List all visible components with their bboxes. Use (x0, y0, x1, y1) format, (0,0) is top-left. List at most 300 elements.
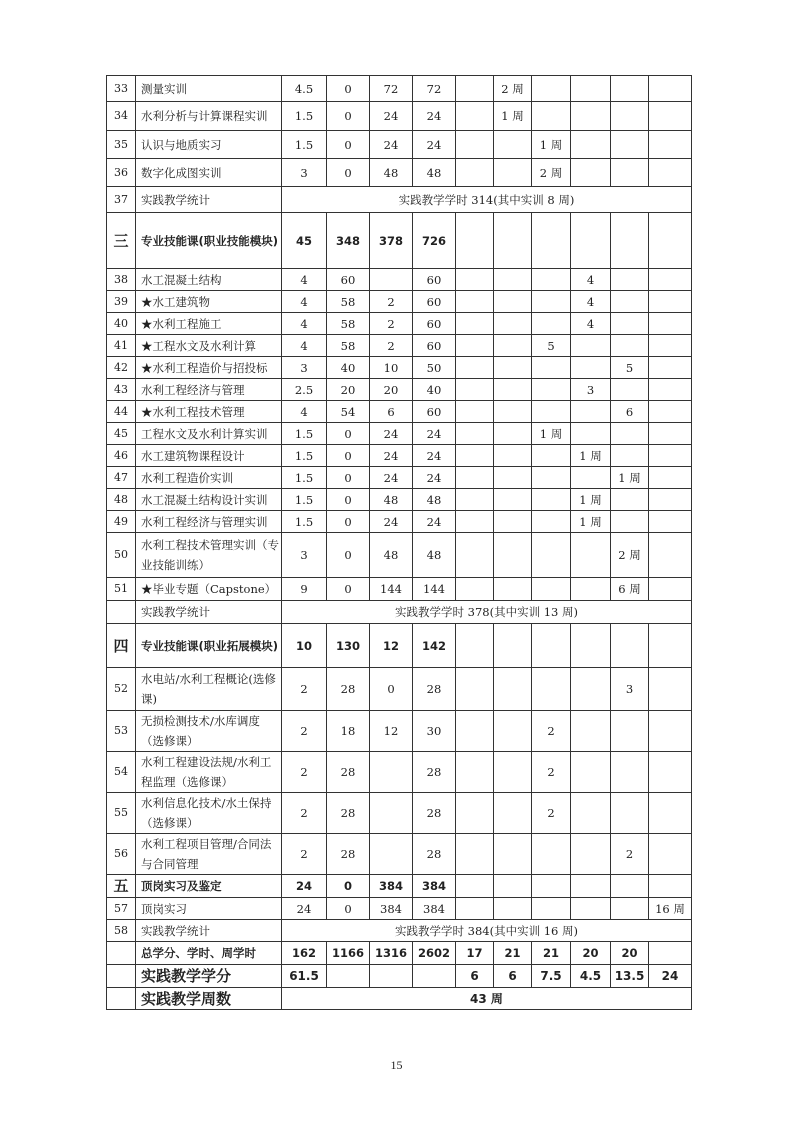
term-cell-2 (494, 898, 532, 920)
total-hours-cell: 24 (413, 102, 456, 131)
term-cell-4: 1 周 (571, 489, 611, 511)
total-hours-cell: 24 (413, 467, 456, 489)
term-cell-6 (649, 624, 692, 668)
practice-hours-cell: 384 (370, 898, 413, 920)
credit-cell: 3 (282, 357, 327, 379)
total-hours-cell: 48 (413, 159, 456, 187)
term-cell-1 (456, 335, 494, 357)
row-number: 47 (107, 467, 136, 489)
course-name: 数字化成图实训 (136, 159, 282, 187)
table-row (107, 291, 692, 313)
total-hours-cell: 28 (413, 668, 456, 711)
term-cell-4 (571, 834, 611, 875)
course-name: 实践教学周数 (136, 988, 282, 1010)
term-cell-5 (611, 875, 649, 898)
term-cell-2 (494, 423, 532, 445)
term-cell-1 (456, 834, 494, 875)
term-cell-4 (571, 76, 611, 102)
practice-hours-cell: 12 (370, 624, 413, 668)
credit-cell: 1.5 (282, 445, 327, 467)
practice-hours-cell: 12 (370, 711, 413, 752)
term-cell-3 (532, 313, 571, 335)
credit-cell: 1.5 (282, 102, 327, 131)
theory-hours-cell: 130 (327, 624, 370, 668)
term-cell-1 (456, 313, 494, 335)
row-number: 42 (107, 357, 136, 379)
credit-cell: 1.5 (282, 511, 327, 533)
term-cell-4: 1 周 (571, 445, 611, 467)
row-number: 33 (107, 76, 136, 102)
term-cell-4: 4 (571, 313, 611, 335)
term-cell-5 (611, 76, 649, 102)
total-hours-cell: 60 (413, 335, 456, 357)
practice-hours-cell: 1316 (370, 942, 413, 965)
credit-cell: 1.5 (282, 489, 327, 511)
term-cell-4 (571, 131, 611, 159)
row-number: 34 (107, 102, 136, 131)
practice-hours-cell: 24 (370, 511, 413, 533)
total-hours-cell: 24 (413, 423, 456, 445)
term-cell-6 (649, 942, 692, 965)
summary-row (107, 601, 692, 624)
term-cell-3: 2 (532, 752, 571, 793)
term-cell-5 (611, 752, 649, 793)
course-name: 工程水文及水利计算实训 (136, 423, 282, 445)
term-cell-6 (649, 159, 692, 187)
total-hours-cell: 60 (413, 269, 456, 291)
total-hours-cell: 50 (413, 357, 456, 379)
row-number (107, 942, 136, 965)
practice-hours-cell: 24 (370, 423, 413, 445)
credit-cell: 2 (282, 834, 327, 875)
theory-hours-cell: 0 (327, 102, 370, 131)
course-name: 认识与地质实习 (136, 131, 282, 159)
row-number: 46 (107, 445, 136, 467)
total-hours-cell (413, 965, 456, 988)
theory-hours-cell: 28 (327, 793, 370, 834)
term-cell-2 (494, 793, 532, 834)
total-hours-cell: 60 (413, 313, 456, 335)
course-name: 水利分析与计算课程实训 (136, 102, 282, 131)
term-cell-4 (571, 752, 611, 793)
term-cell-4 (571, 102, 611, 131)
term-cell-2 (494, 668, 532, 711)
theory-hours-cell: 58 (327, 313, 370, 335)
total-hours-cell: 144 (413, 578, 456, 601)
credit-cell: 10 (282, 624, 327, 668)
term-cell-1 (456, 269, 494, 291)
practice-hours-cell: 20 (370, 379, 413, 401)
credit-cell: 1.5 (282, 467, 327, 489)
row-number: 50 (107, 533, 136, 578)
table-row (107, 131, 692, 159)
table-row (107, 711, 692, 752)
term-cell-3 (532, 668, 571, 711)
term-cell-3 (532, 445, 571, 467)
course-name: 水利工程经济与管理实训 (136, 511, 282, 533)
term-cell-6 (649, 291, 692, 313)
credit-cell: 162 (282, 942, 327, 965)
row-number (107, 988, 136, 1010)
term-cell-5: 1 周 (611, 467, 649, 489)
term-cell-1 (456, 793, 494, 834)
practice-hours-cell: 2 (370, 335, 413, 357)
total-hours-cell: 24 (413, 511, 456, 533)
term-cell-2 (494, 467, 532, 489)
term-cell-5: 2 (611, 834, 649, 875)
section-row (107, 624, 692, 668)
term-cell-5 (611, 489, 649, 511)
theory-hours-cell: 40 (327, 357, 370, 379)
term-cell-5: 5 (611, 357, 649, 379)
theory-hours-cell: 28 (327, 834, 370, 875)
row-number: 44 (107, 401, 136, 423)
summary-text: 43 周 (282, 988, 692, 1010)
total-hours-cell: 28 (413, 752, 456, 793)
theory-hours-cell: 28 (327, 668, 370, 711)
summary-text: 实践教学学时 384(其中实训 16 周) (282, 920, 692, 942)
table-row (107, 313, 692, 335)
term-cell-3 (532, 533, 571, 578)
total-hours-cell: 142 (413, 624, 456, 668)
practice-hours-cell (370, 752, 413, 793)
credit-cell: 24 (282, 898, 327, 920)
theory-hours-cell: 0 (327, 578, 370, 601)
term-cell-2 (494, 357, 532, 379)
practice-hours-cell: 24 (370, 102, 413, 131)
course-name: 水工建筑物课程设计 (136, 445, 282, 467)
course-name: ★毕业专题（Capstone） (136, 578, 282, 601)
term-cell-4 (571, 159, 611, 187)
term-cell-6 (649, 213, 692, 269)
course-name: ★水工建筑物 (136, 291, 282, 313)
credit-cell: 2 (282, 711, 327, 752)
term-cell-2 (494, 379, 532, 401)
course-name: ★水利工程造价与招投标 (136, 357, 282, 379)
credit-cell: 61.5 (282, 965, 327, 988)
term-cell-2 (494, 269, 532, 291)
term-cell-6 (649, 423, 692, 445)
table-row (107, 511, 692, 533)
course-name: 实践教学统计 (136, 187, 282, 213)
credit-cell: 3 (282, 533, 327, 578)
term-cell-1 (456, 291, 494, 313)
row-number: 54 (107, 752, 136, 793)
term-cell-6 (649, 752, 692, 793)
term-cell-5 (611, 511, 649, 533)
term-cell-4 (571, 875, 611, 898)
term-cell-5 (611, 711, 649, 752)
term-cell-5 (611, 793, 649, 834)
total-hours-cell: 28 (413, 834, 456, 875)
credit-cell: 1.5 (282, 423, 327, 445)
credit-cell: 2.5 (282, 379, 327, 401)
term-cell-3 (532, 76, 571, 102)
table-row (107, 834, 692, 875)
term-cell-1 (456, 578, 494, 601)
term-cell-2 (494, 489, 532, 511)
term-cell-1 (456, 898, 494, 920)
total-hours-cell: 60 (413, 291, 456, 313)
term-cell-6 (649, 511, 692, 533)
term-cell-4 (571, 533, 611, 578)
course-name: 顶岗实习及鉴定 (136, 875, 282, 898)
term-cell-6 (649, 668, 692, 711)
credit-cell: 2 (282, 668, 327, 711)
summary-text: 实践教学学时 314(其中实训 8 周) (282, 187, 692, 213)
term-cell-1: 6 (456, 965, 494, 988)
term-cell-5 (611, 898, 649, 920)
term-cell-5 (611, 131, 649, 159)
term-cell-5 (611, 159, 649, 187)
term-cell-4: 4 (571, 269, 611, 291)
term-cell-3: 7.5 (532, 965, 571, 988)
term-cell-2 (494, 445, 532, 467)
term-cell-4 (571, 578, 611, 601)
credit-cell: 3 (282, 159, 327, 187)
practice-hours-cell: 72 (370, 76, 413, 102)
row-number: 49 (107, 511, 136, 533)
term-cell-1 (456, 711, 494, 752)
theory-hours-cell: 58 (327, 335, 370, 357)
course-name: 顶岗实习 (136, 898, 282, 920)
term-cell-4: 1 周 (571, 511, 611, 533)
table-body (107, 76, 692, 1010)
curriculum-table (106, 75, 692, 1010)
term-cell-3: 5 (532, 335, 571, 357)
course-name: 专业技能课(职业技能模块) (136, 213, 282, 269)
term-cell-5: 20 (611, 942, 649, 965)
term-cell-3 (532, 875, 571, 898)
term-cell-5 (611, 624, 649, 668)
course-name: 实践教学学分 (136, 965, 282, 988)
practice-hours-cell: 378 (370, 213, 413, 269)
theory-hours-cell: 1166 (327, 942, 370, 965)
row-number: 58 (107, 920, 136, 942)
course-name: 水利工程经济与管理 (136, 379, 282, 401)
term-cell-2 (494, 624, 532, 668)
term-cell-2 (494, 401, 532, 423)
section-row (107, 875, 692, 898)
table-row (107, 269, 692, 291)
row-number: 39 (107, 291, 136, 313)
row-number: 45 (107, 423, 136, 445)
credit-cell: 1.5 (282, 131, 327, 159)
term-cell-6 (649, 401, 692, 423)
course-name: 水电站/水利工程概论(选修课) (136, 668, 282, 711)
table-row (107, 76, 692, 102)
summary-row (107, 988, 692, 1010)
term-cell-4: 20 (571, 942, 611, 965)
term-cell-1 (456, 76, 494, 102)
row-number: 40 (107, 313, 136, 335)
term-cell-6 (649, 102, 692, 131)
term-cell-6 (649, 269, 692, 291)
practice-hours-cell: 24 (370, 467, 413, 489)
course-name: 测量实训 (136, 76, 282, 102)
term-cell-6 (649, 467, 692, 489)
theory-hours-cell: 0 (327, 511, 370, 533)
course-name: 水工混凝土结构 (136, 269, 282, 291)
row-number: 38 (107, 269, 136, 291)
credit-cell: 4 (282, 313, 327, 335)
summary-text: 实践教学学时 378(其中实训 13 周) (282, 601, 692, 624)
practice-hours-cell: 48 (370, 159, 413, 187)
term-cell-4: 3 (571, 379, 611, 401)
term-cell-3 (532, 401, 571, 423)
term-cell-6 (649, 834, 692, 875)
term-cell-4 (571, 401, 611, 423)
term-cell-5: 3 (611, 668, 649, 711)
row-number: 55 (107, 793, 136, 834)
term-cell-3: 2 周 (532, 159, 571, 187)
practice-hours-cell: 6 (370, 401, 413, 423)
term-cell-6 (649, 335, 692, 357)
term-cell-6 (649, 533, 692, 578)
row-number: 36 (107, 159, 136, 187)
row-number: 五 (107, 875, 136, 898)
section-row (107, 213, 692, 269)
theory-hours-cell: 348 (327, 213, 370, 269)
term-cell-3: 1 周 (532, 423, 571, 445)
credit-cell: 2 (282, 752, 327, 793)
term-cell-1 (456, 102, 494, 131)
term-cell-3 (532, 624, 571, 668)
table-row (107, 357, 692, 379)
term-cell-3 (532, 898, 571, 920)
summary-row (107, 920, 692, 942)
term-cell-4: 4.5 (571, 965, 611, 988)
credit-cell: 4 (282, 401, 327, 423)
term-cell-2 (494, 131, 532, 159)
table-row (107, 159, 692, 187)
course-name: 水利工程技术管理实训（专业技能训练） (136, 533, 282, 578)
term-cell-6 (649, 875, 692, 898)
term-cell-3 (532, 291, 571, 313)
term-cell-1 (456, 752, 494, 793)
course-name: 水利工程建设法规/水利工程监理（选修课） (136, 752, 282, 793)
term-cell-1: 17 (456, 942, 494, 965)
table-row (107, 668, 692, 711)
credit-cell: 9 (282, 578, 327, 601)
theory-hours-cell: 54 (327, 401, 370, 423)
course-name: 专业技能课(职业拓展模块) (136, 624, 282, 668)
term-cell-1 (456, 624, 494, 668)
term-cell-6 (649, 313, 692, 335)
practice-hours-cell: 144 (370, 578, 413, 601)
total-hours-cell: 40 (413, 379, 456, 401)
term-cell-6: 16 周 (649, 898, 692, 920)
total-row (107, 965, 692, 988)
term-cell-5 (611, 423, 649, 445)
term-cell-1 (456, 489, 494, 511)
term-cell-3 (532, 213, 571, 269)
term-cell-4 (571, 335, 611, 357)
term-cell-1 (456, 401, 494, 423)
term-cell-6 (649, 379, 692, 401)
term-cell-3 (532, 379, 571, 401)
term-cell-4: 4 (571, 291, 611, 313)
practice-hours-cell (370, 834, 413, 875)
row-number: 48 (107, 489, 136, 511)
theory-hours-cell: 60 (327, 269, 370, 291)
term-cell-5 (611, 213, 649, 269)
row-number: 四 (107, 624, 136, 668)
theory-hours-cell: 0 (327, 423, 370, 445)
term-cell-2 (494, 834, 532, 875)
total-hours-cell: 60 (413, 401, 456, 423)
credit-cell: 4 (282, 269, 327, 291)
term-cell-3: 1 周 (532, 131, 571, 159)
term-cell-1 (456, 445, 494, 467)
term-cell-2 (494, 213, 532, 269)
course-name: 无损检测技术/水库调度（选修课） (136, 711, 282, 752)
term-cell-3: 21 (532, 942, 571, 965)
total-hours-cell: 384 (413, 875, 456, 898)
term-cell-4 (571, 898, 611, 920)
theory-hours-cell: 58 (327, 291, 370, 313)
credit-cell: 4.5 (282, 76, 327, 102)
term-cell-1 (456, 467, 494, 489)
row-number: 51 (107, 578, 136, 601)
row-number: 三 (107, 213, 136, 269)
practice-hours-cell: 2 (370, 313, 413, 335)
term-cell-4 (571, 423, 611, 445)
row-number: 52 (107, 668, 136, 711)
table-row (107, 533, 692, 578)
theory-hours-cell: 0 (327, 159, 370, 187)
row-number: 56 (107, 834, 136, 875)
total-hours-cell: 72 (413, 76, 456, 102)
term-cell-6 (649, 793, 692, 834)
credit-cell: 4 (282, 291, 327, 313)
term-cell-5 (611, 379, 649, 401)
total-hours-cell: 24 (413, 445, 456, 467)
term-cell-4 (571, 624, 611, 668)
term-cell-2 (494, 313, 532, 335)
term-cell-2 (494, 511, 532, 533)
term-cell-3 (532, 269, 571, 291)
summary-row (107, 187, 692, 213)
term-cell-1 (456, 357, 494, 379)
credit-cell: 4 (282, 335, 327, 357)
theory-hours-cell (327, 965, 370, 988)
term-cell-5 (611, 313, 649, 335)
theory-hours-cell: 0 (327, 875, 370, 898)
total-hours-cell: 48 (413, 489, 456, 511)
credit-cell: 2 (282, 793, 327, 834)
table-row (107, 379, 692, 401)
term-cell-1 (456, 379, 494, 401)
term-cell-2: 21 (494, 942, 532, 965)
row-number: 35 (107, 131, 136, 159)
term-cell-2 (494, 875, 532, 898)
theory-hours-cell: 0 (327, 898, 370, 920)
practice-hours-cell: 24 (370, 445, 413, 467)
table-row (107, 335, 692, 357)
term-cell-6 (649, 711, 692, 752)
term-cell-5 (611, 445, 649, 467)
row-number: 53 (107, 711, 136, 752)
term-cell-3: 2 (532, 793, 571, 834)
term-cell-2 (494, 291, 532, 313)
course-name: 实践教学统计 (136, 920, 282, 942)
term-cell-5: 6 (611, 401, 649, 423)
row-number (107, 601, 136, 624)
term-cell-2 (494, 578, 532, 601)
course-name: ★水利工程技术管理 (136, 401, 282, 423)
total-hours-cell: 2602 (413, 942, 456, 965)
